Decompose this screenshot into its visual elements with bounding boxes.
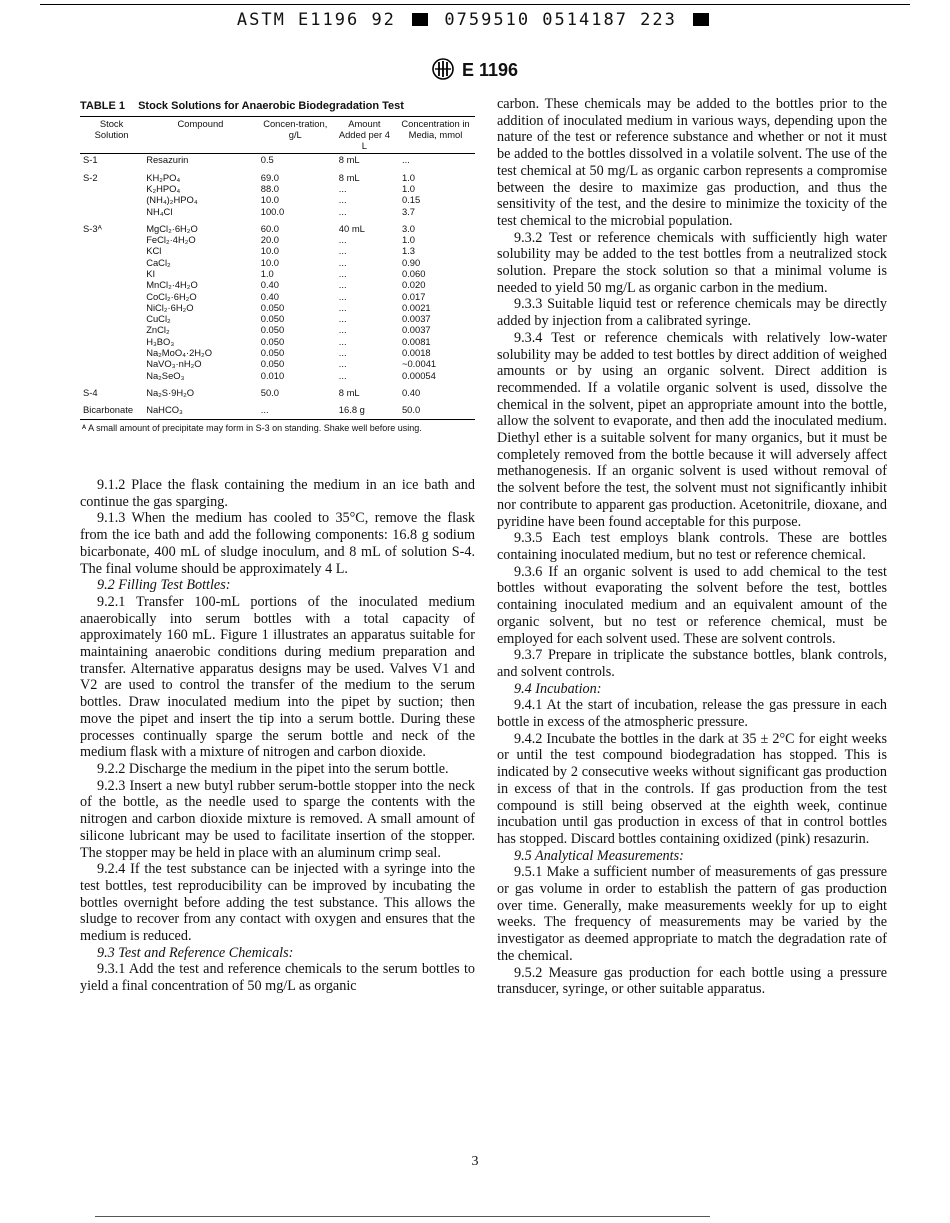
cell-amount: ... — [338, 256, 347, 268]
para-9-1-3: 9.1.3 When the medium has cooled to 35°C, remove the flask from the ice bath and add the following components: 16.8 g sodium bicarbonate, 400 mL of sludge inoculum, and 8 mL of solution S-4. The final volume should be approximately 4 L. — [80, 510, 475, 577]
cell-stock: Bicarbonate — [83, 404, 134, 416]
cell-concentration: 10.0 — [260, 256, 279, 268]
cell-compound: KCl — [146, 245, 162, 257]
table-row — [80, 245, 475, 256]
cell-amount: ... — [338, 183, 347, 194]
cell-concentration: 88.0 — [260, 183, 279, 194]
right-column — [497, 96, 887, 998]
table-row — [80, 217, 475, 234]
para-9-3-6: 9.3.6 If an organic solvent is used to add chemical to the test bottles without evaporating the solvent before the test, bottles containing inoculated medium and an equivalent amount of the organic solvent, but no test or reference chemical, must be employed for each solvent used. These are solvent controls. — [497, 563, 887, 647]
cell-amount: ... — [338, 279, 347, 291]
table-header-row — [80, 117, 475, 154]
table-caption — [80, 100, 475, 112]
standard-header — [0, 58, 950, 81]
cell-stock — [80, 206, 143, 217]
table-row — [80, 370, 475, 381]
cell-amount: ... — [338, 346, 347, 358]
cell-concentration: 100.0 — [260, 205, 285, 217]
cell-media-conc: 3.7 — [401, 205, 416, 217]
cell-concentration: 60.0 — [260, 222, 279, 234]
para-9-3-7: 9.3.7 Prepare in triplicate the substance bottles, blank controls, and solvent controls. — [497, 647, 887, 680]
table-row — [80, 154, 475, 166]
table-row — [80, 398, 475, 420]
cell-amount: ... — [338, 290, 347, 302]
cell-media-conc: 0.40 — [401, 386, 421, 398]
cell-stock — [80, 358, 143, 369]
table-row — [80, 206, 475, 217]
table-row — [80, 381, 475, 398]
cell-compound: Na₂MoO₄·2H₂O — [146, 346, 212, 358]
cell-stock — [80, 347, 143, 358]
cell-stock — [80, 324, 143, 335]
para-9-3-4: 9.3.4 Test or reference chemicals with relatively low-water solubility may be added to test bottles by direct addition of weighed amounts or by using an organic solvent. Direct addition is recommended. If a volatile organic solvent is used, dissolve the chemical in the solvent, pipet an appropriate amount into the bottle, allow the solvent to evaporate, and then add the inoculated medium. Diethyl ether is a suitable solvent for many organics, but it must be completely removed from the bottle because it will adversely affect methanogenesis. If an organic solvent is used without removal of the solvent before the test, the solvent must not significantly inhibit nor contribute to apparent gas production. Acetonitrile, dioxane, and pyridine have been found acceptable for this purpose. — [497, 329, 887, 530]
table-row — [80, 291, 475, 302]
cell-compound: MgCl₂·6H₂O — [146, 222, 198, 234]
table-row — [80, 336, 475, 347]
cell-media-conc: 0.060 — [401, 267, 426, 279]
cell-compound: NaHCO₃ — [146, 404, 183, 416]
black-block-mark — [412, 13, 428, 26]
cell-amount: 40 mL — [338, 222, 365, 234]
cell-concentration: 0.40 — [260, 290, 279, 302]
cell-media-conc: 1.3 — [401, 245, 416, 257]
cell-compound: Na₂SeO₃ — [146, 369, 185, 381]
heading-9-4-text: 9.4 Incubation: — [514, 680, 602, 697]
table-row — [80, 268, 475, 279]
cell-stock — [80, 194, 143, 205]
cell-compound: Resazurin — [146, 154, 189, 166]
cell-stock — [80, 291, 143, 302]
table-row — [80, 279, 475, 290]
table-footnote: ᴬ A small amount of precipitate may form in S-3 on standing. Shake well before using. — [82, 423, 422, 434]
cell-amount: 8 mL — [338, 386, 360, 398]
table-row — [80, 302, 475, 313]
para-9-2-1: 9.2.1 Transfer 100-mL portions of the inoculated medium anaerobically into serum bottles with a total capacity of approximately 160 mL. Figure 1 illustrates an apparatus suitable for maintaining anaerobic conditions during medium preparation and transfer. Alternative apparatus designs may be used. Valves V1 and V2 are used to control the transfer of the medium to the serum bottles. Draw inoculated medium into the pipet by suction; then move the pipet and insert the tip into a serum bottle. During these processes continually sparge the serum bottle and neck of the medium flask with a mixture of nitrogen and carbon dioxide. — [80, 593, 475, 761]
cell-amount: ... — [338, 369, 347, 381]
cell-compound: NaVO₃·nH₂O — [146, 358, 202, 370]
cell-media-conc: 0.0081 — [401, 335, 431, 347]
cell-stock — [80, 257, 143, 268]
cell-amount: ... — [338, 324, 347, 336]
cell-compound: CoCl₂·6H₂O — [146, 290, 197, 302]
cell-amount: ... — [338, 194, 347, 206]
cell-amount: ... — [338, 313, 347, 325]
cell-stock — [80, 183, 143, 194]
cell-stock — [80, 370, 143, 381]
cell-stock: S-3ᴬ — [83, 222, 102, 234]
cell-media-conc: 0.15 — [401, 194, 421, 206]
cell-amount: ... — [338, 245, 347, 257]
table-row — [80, 257, 475, 268]
cell-concentration: 69.0 — [260, 171, 279, 183]
cell-compound: ZnCl₂ — [146, 324, 170, 336]
cell-media-conc: 1.0 — [401, 183, 416, 194]
bottom-rule — [95, 1216, 710, 1217]
cell-media-conc: 0.0021 — [401, 301, 431, 313]
cell-compound: MnCl₂·4H₂O — [146, 279, 198, 291]
cell-amount: ... — [338, 267, 347, 279]
cell-media-conc: 0.0037 — [401, 324, 431, 336]
left-column — [80, 100, 475, 995]
cell-concentration: 0.050 — [260, 313, 285, 325]
cell-media-conc: 1.0 — [401, 234, 416, 246]
table-row — [80, 166, 475, 183]
cell-concentration: 10.0 — [260, 245, 279, 257]
para-9-4-2: 9.4.2 Incubate the bottles in the dark at 35 ± 2°C for eight weeks or until the test compound biodegradation has stopped. This is indicated by 2 consecutive weeks without significant gas production in excess of that in the controls. If gas production from the test compound is still being observed at the eighth week, continue incubation until gas production in excess of that in control bottles has stopped. Discard bottles containing oxidized (pink) resazurin. — [497, 730, 887, 847]
para-9-3-1: 9.3.1 Add the test and reference chemicals to the serum bottles to yield a final concentration of 50 mg/L as organic — [80, 961, 475, 995]
page-number: 3 — [471, 1154, 479, 1169]
para-9-2-3: 9.2.3 Insert a new butyl rubber serum-bottle stopper into the neck of the bottle, as the needle used to sparge the contents with the nitrogen and carbon dioxide mixture is removed. A small amount of silicone lubricant may be used to facilitate insertion of the stopper. The stopper may be held in place with an aluminum crimp seal. — [80, 777, 475, 861]
para-9-5-1: 9.5.1 Make a sufficient number of measurements of gas pressure or gas volume in order to establish the pattern of gas production over time. Generally, make measurements weekly for up to eight weeks. The frequency of measurements may be varied by the investigator as deemed appropriate to match the degradation rate of the chemical. — [497, 864, 887, 964]
cell-stock: S-2 — [83, 171, 98, 183]
cell-media-conc: 0.0018 — [401, 346, 431, 358]
table-row — [80, 183, 475, 194]
para-9-3-3: 9.3.3 Suitable liquid test or reference chemicals may be directly added by injection from a calibrated syringe. — [497, 296, 887, 330]
cell-media-conc: ~0.0041 — [401, 358, 437, 370]
heading-9-3-text: 9.3 Test and Reference Chemicals: — [97, 944, 294, 961]
header-compound: Compound — [177, 118, 224, 129]
cell-amount: ... — [338, 234, 347, 246]
cell-concentration: 1.0 — [260, 267, 274, 279]
cell-concentration: 0.010 — [260, 369, 285, 381]
cell-compound: FeCl₂·4H₂O — [146, 234, 196, 246]
cell-concentration: 0.5 — [260, 154, 274, 166]
cell-stock: S-1 — [83, 154, 98, 166]
para-continued: carbon. These chemicals may be added to the bottles prior to the addition of inoculated medium in various ways, depending upon the nature of the test or reference substance and whether or not it must be added to the bottles dissolved in a volatile solvent. The use of the test chemical at 50 mg/L as organic carbon represents a compromise between the desire to maximize gas production, and thus the sensitivity of the test, and the desire to minimize the toxicity of the test chemical to the microbial population. — [497, 96, 887, 229]
cell-compound: NiCl₂·6H₂O — [146, 301, 194, 313]
cell-concentration: ... — [260, 404, 269, 416]
cell-amount: ... — [338, 358, 347, 370]
cell-compound: CuCl₂ — [146, 313, 171, 325]
cell-stock — [80, 279, 143, 290]
cell-media-conc: 0.00054 — [401, 369, 436, 381]
astm-logo-icon — [432, 58, 454, 80]
table-row — [80, 313, 475, 324]
para-9-3-2: 9.3.2 Test or reference chemicals with sufficiently high water solubility may be added to the test bottles from a neutralized stock solution. Prepare the stock solution so that a minimal volume is needed to yield 50 mg/L as organic carbon in the medium. — [497, 229, 887, 296]
para-9-1-2: 9.1.2 Place the flask containing the medium in an ice bath and continue the gas sparging. — [80, 477, 475, 510]
para-9-2-2: 9.2.2 Discharge the medium in the pipet into the serum bottle. — [97, 760, 449, 777]
cell-stock — [80, 336, 143, 347]
scan-code-left: ASTM E1196 92 — [236, 10, 396, 30]
heading-9-3 — [80, 945, 475, 962]
cell-media-conc: 0.020 — [401, 279, 426, 291]
heading-9-2-text: 9.2 Filling Test Bottles: — [97, 577, 231, 594]
cell-concentration: 0.050 — [260, 335, 285, 347]
cell-concentration: 0.050 — [260, 301, 285, 313]
table-row — [80, 324, 475, 335]
heading-9-5-text: 9.5 Analytical Measurements: — [514, 847, 684, 864]
cell-amount: ... — [338, 205, 347, 217]
cell-media-conc: 3.0 — [401, 222, 416, 234]
cell-amount: 8 mL — [338, 171, 360, 183]
table-body — [80, 154, 475, 420]
cell-compound: K₂HPO₄ — [146, 183, 181, 194]
table-row — [80, 234, 475, 245]
header-concentration: Concen-tration, g/L — [263, 118, 328, 140]
table-row — [80, 347, 475, 358]
header-stock-solution: Stock Solution — [94, 118, 129, 140]
cell-concentration: 0.050 — [260, 346, 285, 358]
top-rule — [40, 4, 910, 5]
para-9-5-2: 9.5.2 Measure gas production for each bottle using a pressure transducer, syringe, or other suitable apparatus. — [497, 964, 887, 998]
heading-9-4 — [497, 681, 887, 698]
cell-compound: Na₂S·9H₂O — [146, 386, 195, 398]
para-9-4-1: 9.4.1 At the start of incubation, release the gas pressure in each bottle in excess of the atmospheric pressure. — [497, 697, 887, 731]
cell-concentration: 50.0 — [260, 386, 279, 398]
heading-9-5 — [497, 848, 887, 865]
cell-concentration: 0.050 — [260, 324, 285, 336]
cell-media-conc: 1.0 — [401, 171, 416, 183]
left-paragraphs — [80, 477, 475, 995]
cell-media-conc: 0.90 — [401, 256, 421, 268]
header-amount-added: Amount Added per 4 L — [338, 118, 390, 151]
standard-id: E 1196 — [461, 60, 519, 80]
cell-stock — [80, 245, 143, 256]
cell-stock — [80, 234, 143, 245]
cell-stock — [80, 313, 143, 324]
cell-media-conc: 0.0037 — [401, 313, 431, 325]
cell-compound: H₃BO₃ — [146, 335, 175, 347]
table-label: TABLE 1 — [80, 100, 126, 112]
cell-media-conc: ... — [401, 154, 410, 166]
cell-media-conc: 50.0 — [401, 404, 421, 416]
cell-amount: ... — [338, 301, 347, 313]
table-row — [80, 358, 475, 369]
cell-stock — [80, 302, 143, 313]
cell-stock: S-4 — [83, 386, 98, 398]
cell-amount: ... — [338, 335, 347, 347]
black-block-mark — [693, 13, 709, 26]
cell-amount: 8 mL — [338, 154, 360, 166]
cell-stock — [80, 268, 143, 279]
scan-code-right: 0759510 0514187 223 — [444, 10, 677, 30]
stock-solutions-table — [80, 116, 475, 420]
cell-concentration: 10.0 — [260, 194, 279, 206]
cell-concentration: 0.40 — [260, 279, 279, 291]
heading-9-2 — [80, 577, 475, 594]
cell-concentration: 0.050 — [260, 358, 285, 370]
cell-compound: (NH₄)₂HPO₄ — [146, 194, 198, 206]
cell-compound: KH₂PO₄ — [146, 171, 181, 183]
cell-compound: NH₄Cl — [146, 205, 173, 217]
para-9-2-4: 9.2.4 If the test substance can be injected with a syringe into the test bottles, test reproducibility can be improved by incubating the bottles overnight before adding the test substance. This allows the sludge to recover from any contact with oxygen and ensures that the medium is reduced. — [80, 861, 475, 945]
table-title: Stock Solutions for Anaerobic Biodegradation Test — [138, 100, 404, 112]
table-row — [80, 194, 475, 205]
header-concentration-media: Concentration in Media, mmol — [401, 118, 470, 140]
scan-header — [0, 10, 950, 30]
cell-amount: 16.8 g — [338, 404, 365, 416]
cell-media-conc: 0.017 — [401, 290, 426, 302]
cell-compound: KI — [146, 267, 156, 279]
cell-compound: CaCl₂ — [146, 256, 171, 268]
para-9-3-5: 9.3.5 Each test employs blank controls. These are bottles containing inoculated medium, but no test or reference chemical. — [497, 530, 887, 563]
cell-concentration: 20.0 — [260, 234, 279, 246]
